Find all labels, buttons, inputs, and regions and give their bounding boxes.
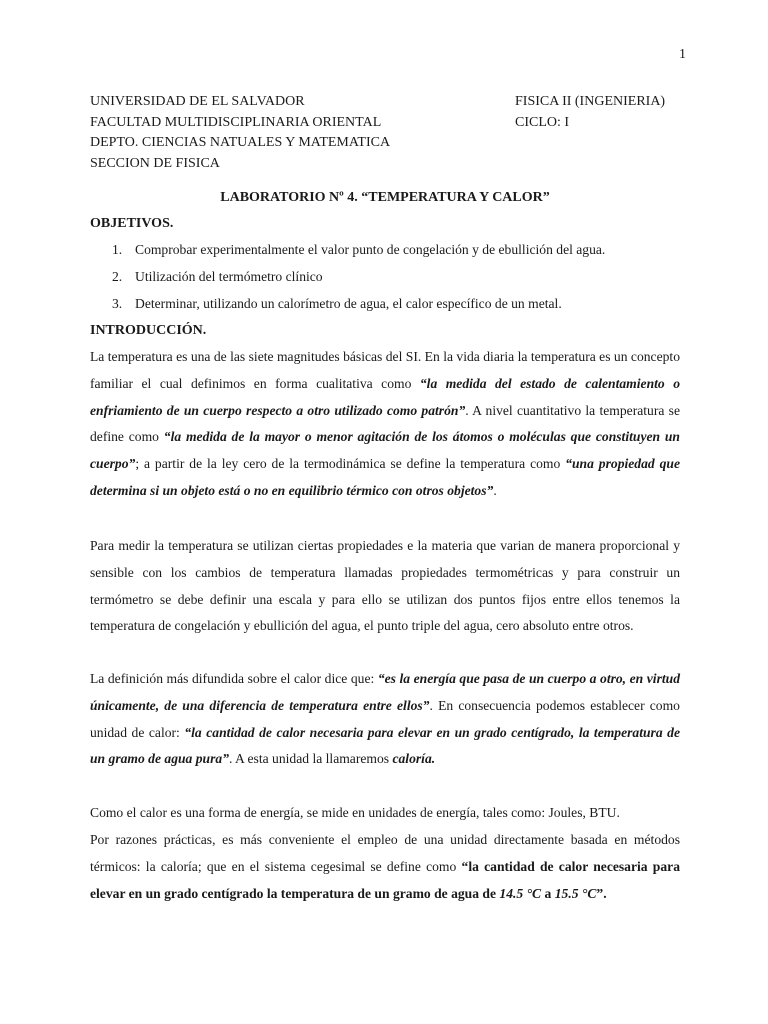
list-item (90, 267, 680, 294)
list-item-text: Comprobar experimentalmente el valor punto de congelación y de ebullición del agua. (135, 242, 606, 257)
list-item (90, 294, 680, 321)
temperature-value: 14.5 °C (499, 885, 542, 901)
quote-caloria-definition: “la cantidad de calor necesaria para elevar en un grado centígrado la temperatura de un gramo de agua de (90, 858, 680, 901)
list-item-number: 3. (112, 296, 123, 311)
quote-definition-quantitative: “la medida de la mayor o menor agitación de los átomos o moléculas que constituyen un cuerpo” (90, 429, 680, 472)
paragraph-text: ”. (596, 885, 607, 901)
intro-paragraph-temperature (90, 344, 680, 505)
list-item (90, 240, 680, 267)
list-item-text: Determinar, utilizando un calorímetro de agua, el calor específico de un metal. (135, 296, 562, 311)
objectives-heading: OBJETIVOS. (90, 216, 174, 231)
page-number: 1 (679, 47, 686, 62)
university-name: UNIVERSIDAD DE EL SALVADOR (90, 94, 305, 109)
quote-heat-definition: “es la energía que pasa de un cuerpo a otro, en virtud únicamente, de una diferencia de temperatura entre ellos” (90, 671, 680, 713)
paragraph-text: Por razones prácticas, es más conveniente el empleo de una unidad directamente basada en métodos térmicos: la caloría; que en el sistema cegesimal se define como (90, 832, 680, 874)
list-item-text: Utilización del termómetro clínico (135, 269, 323, 284)
paragraph-text: . (493, 482, 497, 498)
intro-paragraph-energy-units: Como el calor es una forma de energía, se mide en unidades de energía, tales como: Joules, BTU. (90, 805, 620, 820)
introduction-heading: INTRODUCCIÓN. (90, 323, 207, 338)
course-cycle: CICLO: I (515, 114, 570, 130)
quote-heat-unit: “la cantidad de calor necesaria para elevar en un grado centígrado, la temperatura de un gramo de agua pura” (90, 724, 681, 767)
objectives-list (90, 240, 680, 321)
list-item-number: 2. (112, 269, 123, 284)
intro-paragraph-measurement: Para medir la temperatura se utilizan ciertas propiedades e la materia que varian de manera proporcional y sensible con los cambios de temperatura llamadas propiedades termométricas y para construir un termómetro se debe definir una escala y para ello se utilizan dos puntos fijos entre ellos tenemos la temperatura de congelación y ebullición del agua, el punto triple del agua, cero absoluto entre otros. (90, 538, 680, 634)
quote-definition-qualitative: “la medida del estado de calentamiento o enfriamiento de un cuerpo respecto a otro utilizado como patrón” (90, 375, 680, 418)
term-caloria: caloría. (392, 751, 436, 767)
paragraph-text: La temperatura es una de las siete magnitudes básicas del SI. En la vida diaria la temperatura es un concepto familiar el cual definimos en forma cualitativa como (90, 349, 680, 391)
intro-paragraph-heat (90, 666, 680, 773)
document-title: LABORATORIO Nº 4. “TEMPERATURA Y CALOR” (220, 190, 550, 205)
department-name: DEPTO. CIENCIAS NATUALES Y MATEMATICA (90, 135, 391, 150)
temperature-value: 15.5 °C (554, 885, 597, 901)
paragraph-text: . A esta unidad la llamaremos (229, 751, 393, 767)
paragraph-text: . En consecuencia podemos establecer como unidad de calor: (90, 697, 680, 740)
paragraph-text: a (541, 885, 555, 901)
institution-block (90, 92, 450, 174)
paragraph-text: . A nivel cuantitativo la temperatura se define como (90, 402, 680, 445)
paragraph-text: La definición más difundida sobre el calor dice que: (90, 671, 378, 686)
section-name: SECCION DE FISICA (90, 155, 220, 171)
quote-definition-thermodynamic: “una propiedad que determina si un objeto está o no en equilibrio térmico con otros objetos” (90, 456, 680, 498)
list-item-number: 1. (112, 242, 123, 257)
paragraph-text: ; a partir de la ley cero de la termodinámica se define la temperatura como (135, 456, 566, 472)
faculty-name: FACULTAD MULTIDISCIPLINARIA ORIENTAL (90, 114, 382, 130)
intro-paragraph-caloria (90, 827, 680, 907)
course-block (515, 92, 715, 133)
course-name: FISICA II (INGENIERIA) (515, 94, 666, 109)
